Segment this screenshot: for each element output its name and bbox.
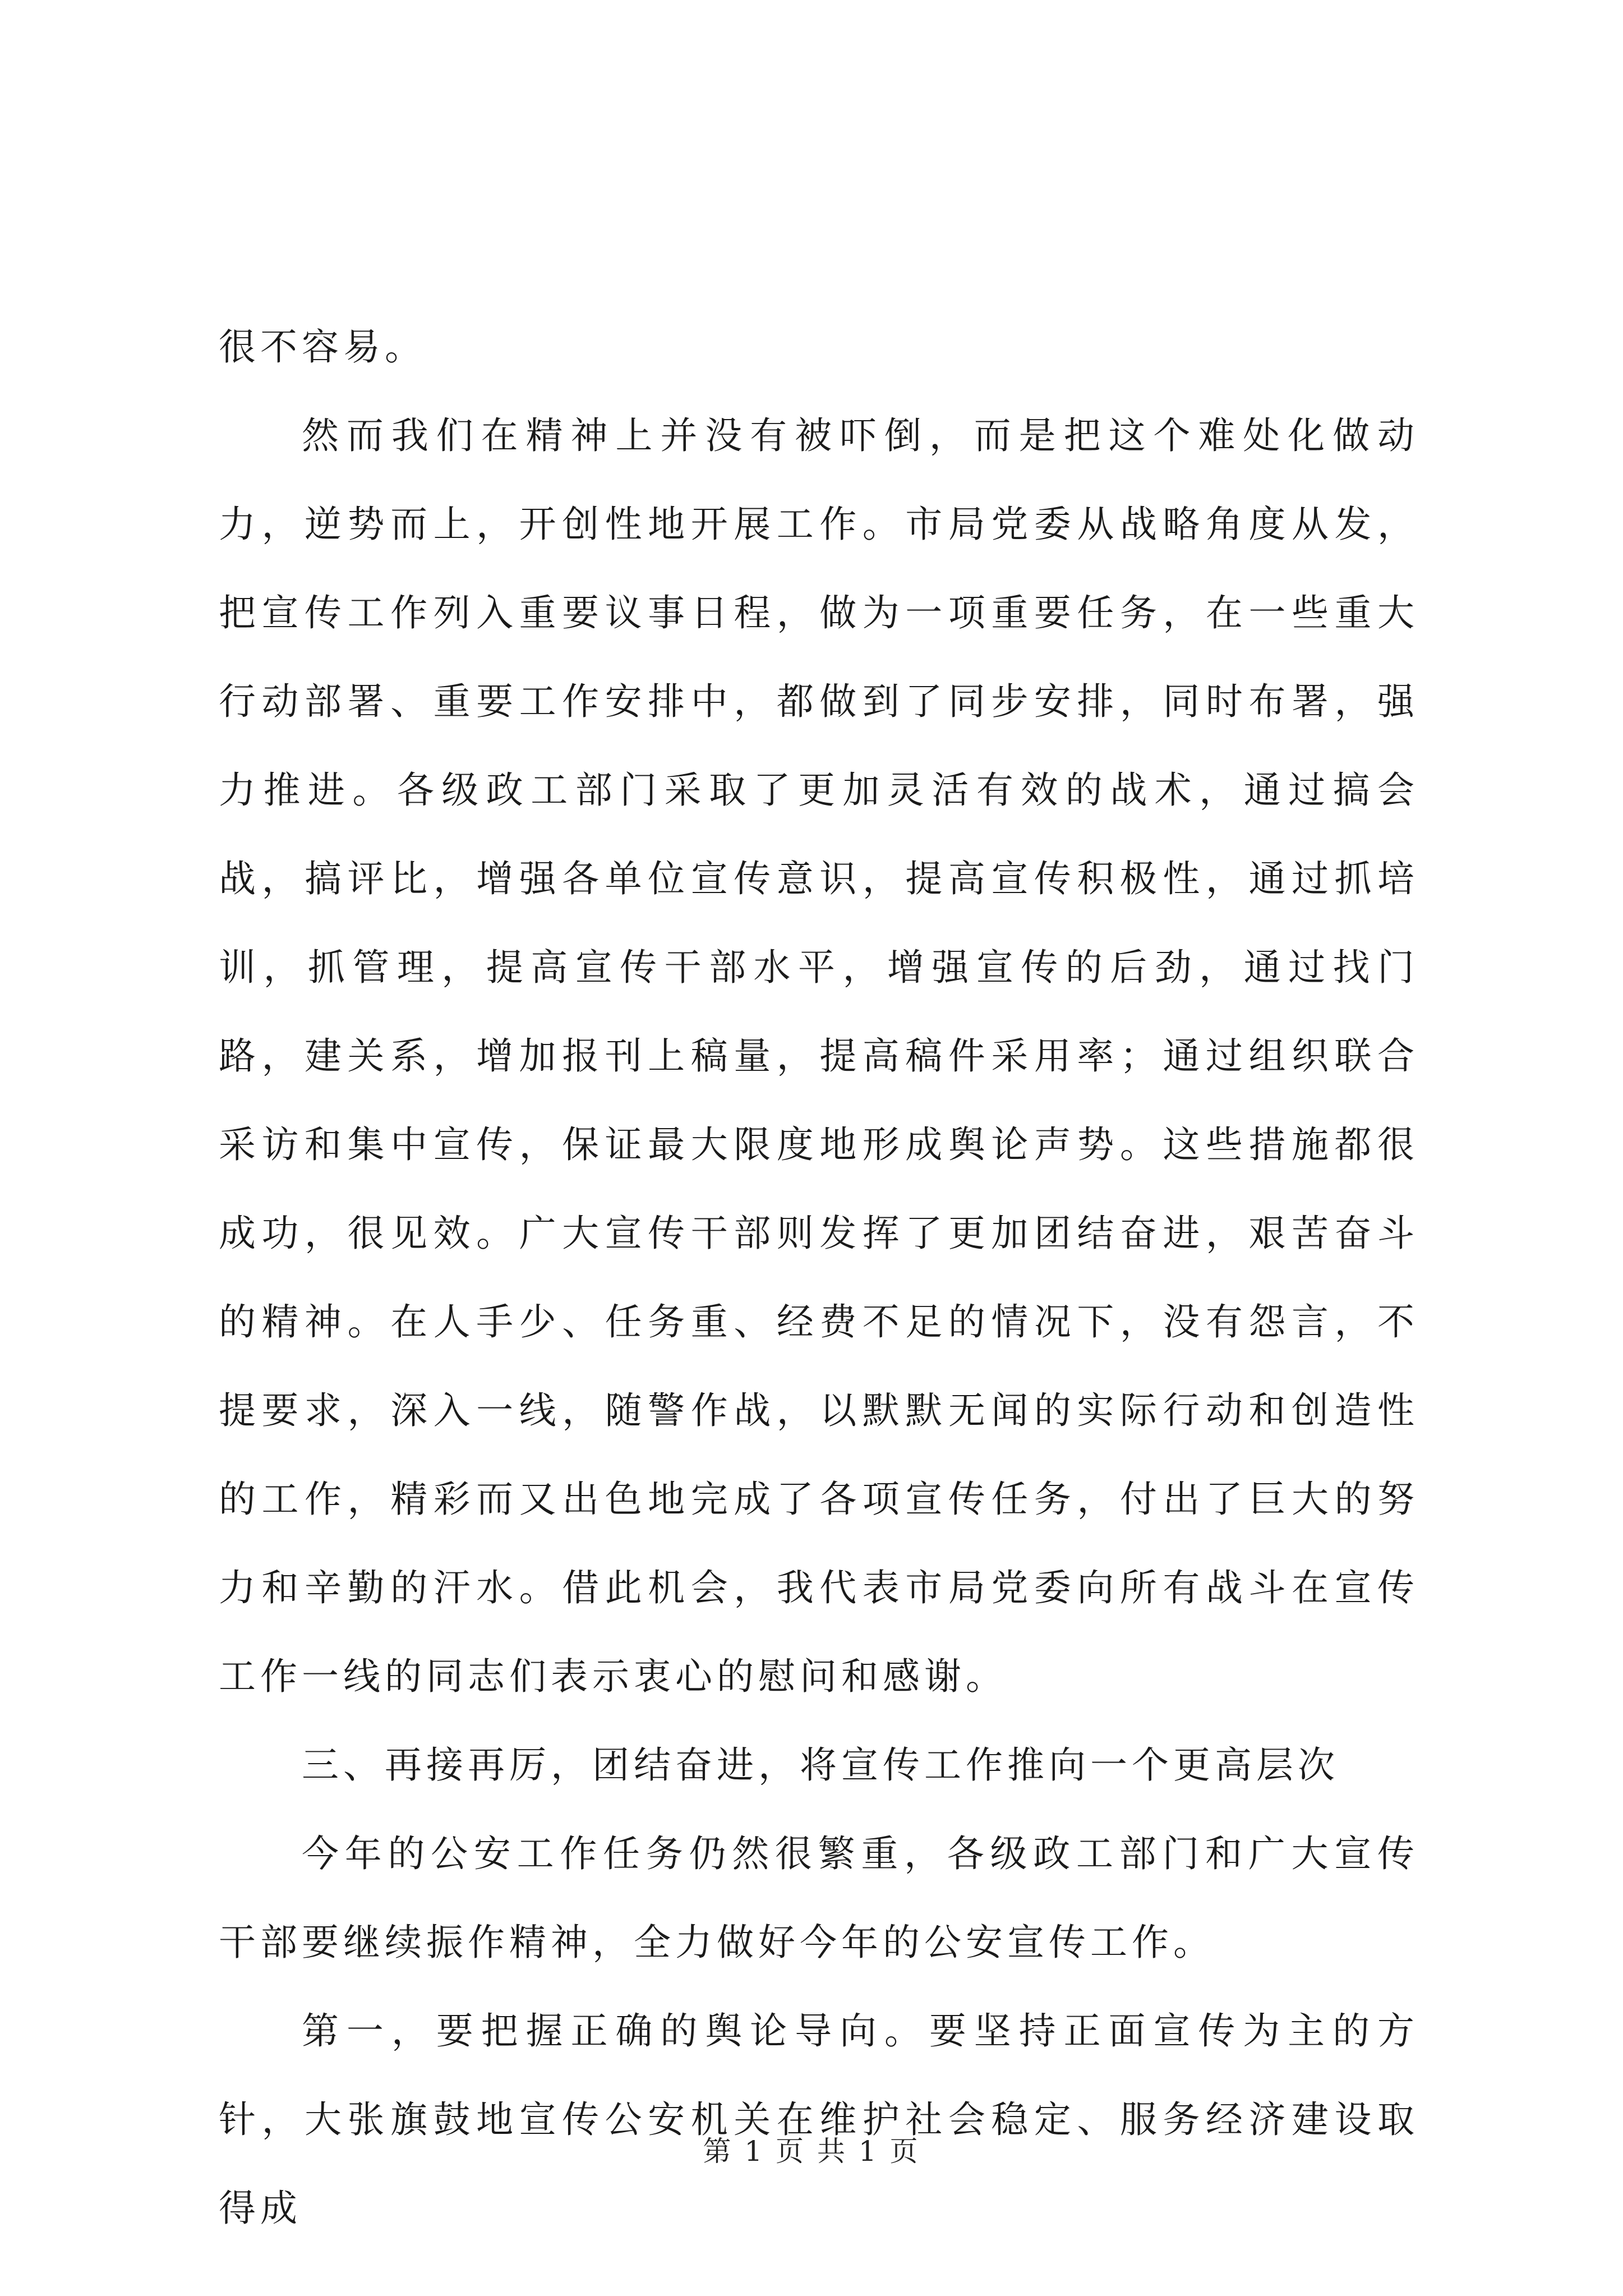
paragraph-body: 第一，要把握正确的舆论导向。要坚持正面宣传为主的方针，大张旗鼓地宣传公安机关在维护社会稳定、服务经济建设取得成 xyxy=(219,2009,1419,2230)
page-number-footer: 第 1 页 共 1 页 xyxy=(703,2135,920,2168)
paragraph-body: 今年的公安工作任务仍然很繁重，各级政工部门和广大宣传干部要继续振作精神，全力做好今年的公安宣传工作。 xyxy=(219,1832,1419,1964)
document-body xyxy=(219,303,1419,2253)
section-heading: 三、再接再厉，团结奋进，将宣传工作推向一个更高层次 xyxy=(302,1743,1339,1787)
paragraph-body: 然而我们在精神上并没有被吓倒，而是把这个难处化做动力，逆势而上，开创性地开展工作。市局党委从战略角度从发，把宣传工作列入重要议事日程，做为一项重要任务，在一些重大行动部署、重要工作安排中，都做到了同步安排，同时布署，强力推进。各级政工部门采取了更加灵活有效的战术，通过搞会战，搞评比，增强各单位宣传意识，提高宣传积极性，通过抓培训，抓管理，提高宣传干部水平，增强宣传的后劲，通过找门路，建关系，增加报刊上稿量，提高稿件采用率；通过组织联合采访和集中宣传，保证最大限度地形成舆论声势。这些措施都很成功，很见效。广大宣传干部则发挥了更加团结奋进，艰苦奋斗的精神。在人手少、任务重、经费不足的情况下，没有怨言，不提要求，深入一线，随警作战，以默默无闻的实际行动和创造性的工作，精彩而又出色地完成了各项宣传任务，付出了巨大的努力和辛勤的汗水。借此机会，我代表市局党委向所有战斗在宣传工作一线的同志们表示衷心的慰问和感谢。 xyxy=(219,414,1419,1698)
paragraph-continuation: 很不容易。 xyxy=(219,325,426,369)
